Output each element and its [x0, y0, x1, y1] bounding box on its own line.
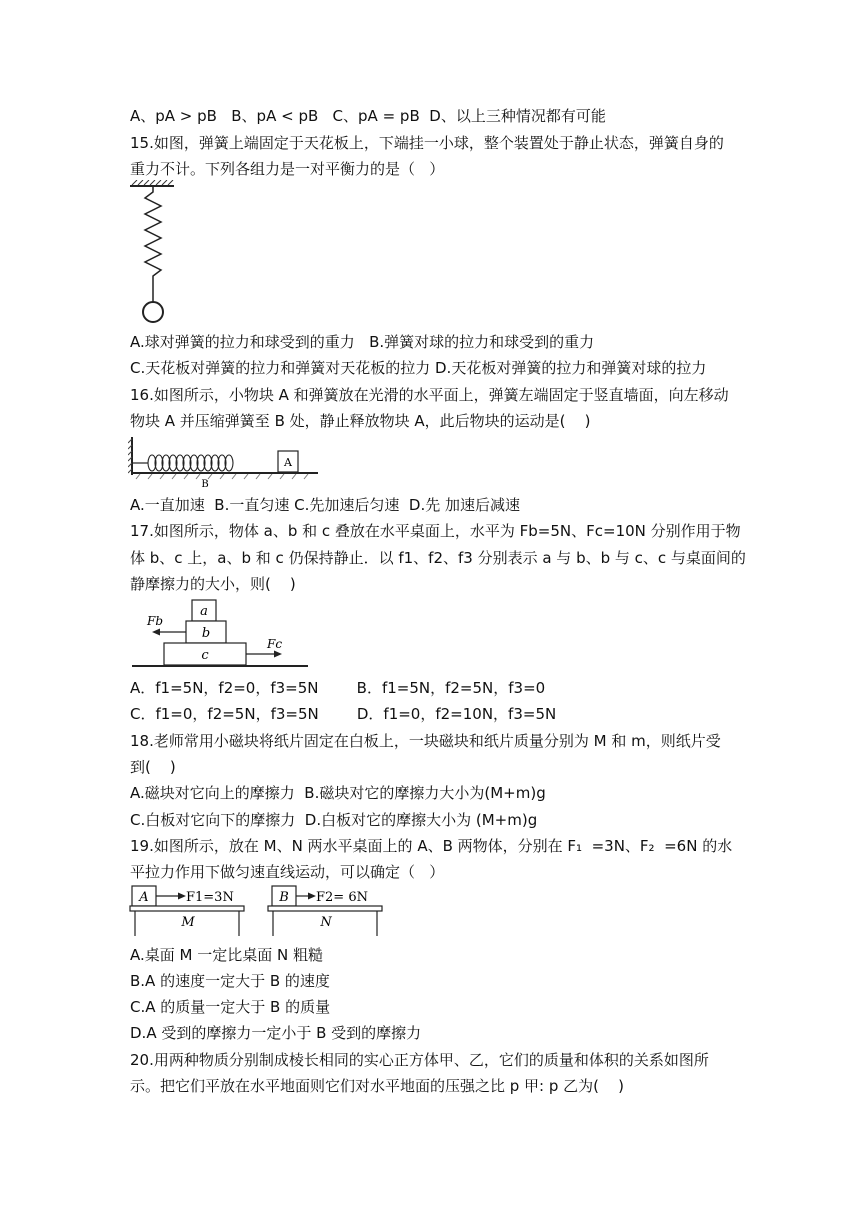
- q19-option-d: D.A 受到的摩擦力一定小于 B 受到的摩擦力: [130, 1024, 422, 1042]
- q18-stem-1: 18.老师常用小磁块将纸片固定在白板上，一块磁块和纸片质量分别为 M 和 m，则纸片受: [130, 732, 721, 750]
- q17-stem-1: 17.如图所示，物体 a、b 和 c 叠放在水平桌面上，水平为 Fb=5N、Fc=10N 分别作用于物: [130, 522, 741, 540]
- q15-options-2: C.天花板对弹簧的拉力和弹簧对天花板的拉力 D.天花板对弹簧的拉力和弹簧对球的拉力: [130, 359, 707, 377]
- q16-stem-2: 物块 A 并压缩弹簧至 B 处，静止释放物块 A，此后物块的运动是( ): [130, 412, 591, 430]
- block-c-label: c: [201, 648, 209, 663]
- q20-stem-2: 示。把它们平放在水平地面则它们对水平地面的压强之比 p 甲: p 乙为( ): [130, 1077, 624, 1095]
- table-m-label: M: [181, 915, 195, 930]
- two-tables-figure: [128, 884, 386, 940]
- q15-stem-1: 15.如图，弹簧上端固定于天花板上，下端挂一小球，整个装置处于静止状态，弹簧自身的: [130, 134, 724, 152]
- force-fc-label: Fc: [267, 637, 283, 651]
- force-1-label: F1=3N: [186, 890, 234, 905]
- q19-stem-1: 19.如图所示，放在 M、N 两水平桌面上的 A、B 两物体，分别在 F₁ =3N、F₂ =6N 的水: [130, 837, 733, 855]
- block-b-label: B: [279, 890, 289, 905]
- spring-block-figure: [128, 433, 322, 489]
- q15-options-1: A.球对弹簧的拉力和球受到的重力 B.弹簧对球的拉力和球受到的重力: [130, 333, 595, 351]
- q17-stem-3: 静摩擦力的大小，则( ): [130, 575, 296, 593]
- q18-options-2: C.白板对它向下的摩擦力 D.白板对它的摩擦大小为 (M+m)g: [130, 811, 538, 829]
- q16-options: A.一直加速 B.一直匀速 C.先加速后匀速 D.先 加速后减速: [130, 496, 520, 514]
- block-a-label: a: [200, 604, 208, 619]
- q20-stem-1: 20.用两种物质分别制成棱长相同的实心正方体甲、乙，它们的质量和体积的关系如图所: [130, 1051, 709, 1069]
- q19-option-c: C.A 的质量一定大于 B 的质量: [130, 998, 331, 1016]
- q17-stem-2: 体 b、c 上，a、b 和 c 仍保持静止．以 f1、f2、f3 分别表示 a 与 b、b 与 c、c 与桌面间的: [130, 549, 746, 567]
- q18-options-1: A.磁块对它向上的摩擦力 B.磁块对它的摩擦力大小为(M+m)g: [130, 784, 546, 802]
- q19-option-a: A.桌面 M 一定比桌面 N 粗糙: [130, 946, 324, 964]
- block-a-label: A: [139, 890, 149, 905]
- spring-ball-figure: [128, 180, 188, 328]
- stacked-blocks-figure: [128, 596, 310, 672]
- block-a-label: A: [284, 456, 292, 469]
- force-fb-label: Fb: [147, 614, 164, 628]
- q14-options: A、pA > pB B、pA < pB C、pA = pB D、以上三种情况都有可能: [130, 107, 606, 125]
- q17-options-2: C．f1=0，f2=5N，f3=5N D．f1=0，f2=10N，f3=5N: [130, 705, 557, 723]
- position-b-label: B: [201, 479, 209, 489]
- q19-stem-2: 平拉力作用下做匀速直线运动，可以确定（ ）: [130, 863, 445, 881]
- q18-stem-2: 到( ): [130, 758, 176, 776]
- block-b-label: b: [201, 626, 211, 641]
- table-n-label: N: [320, 915, 332, 930]
- q15-stem-2: 重力不计。下列各组力是一对平衡力的是（ ）: [130, 160, 445, 178]
- force-2-label: F2= 6N: [316, 890, 368, 905]
- q19-option-b: B.A 的速度一定大于 B 的速度: [130, 972, 330, 990]
- q17-options-1: A．f1=5N，f2=0，f3=5N B．f1=5N，f2=5N，f3=0: [130, 679, 546, 697]
- q16-stem-1: 16.如图所示，小物块 A 和弹簧放在光滑的水平面上，弹簧左端固定于竖直墙面，向左移动: [130, 386, 729, 404]
